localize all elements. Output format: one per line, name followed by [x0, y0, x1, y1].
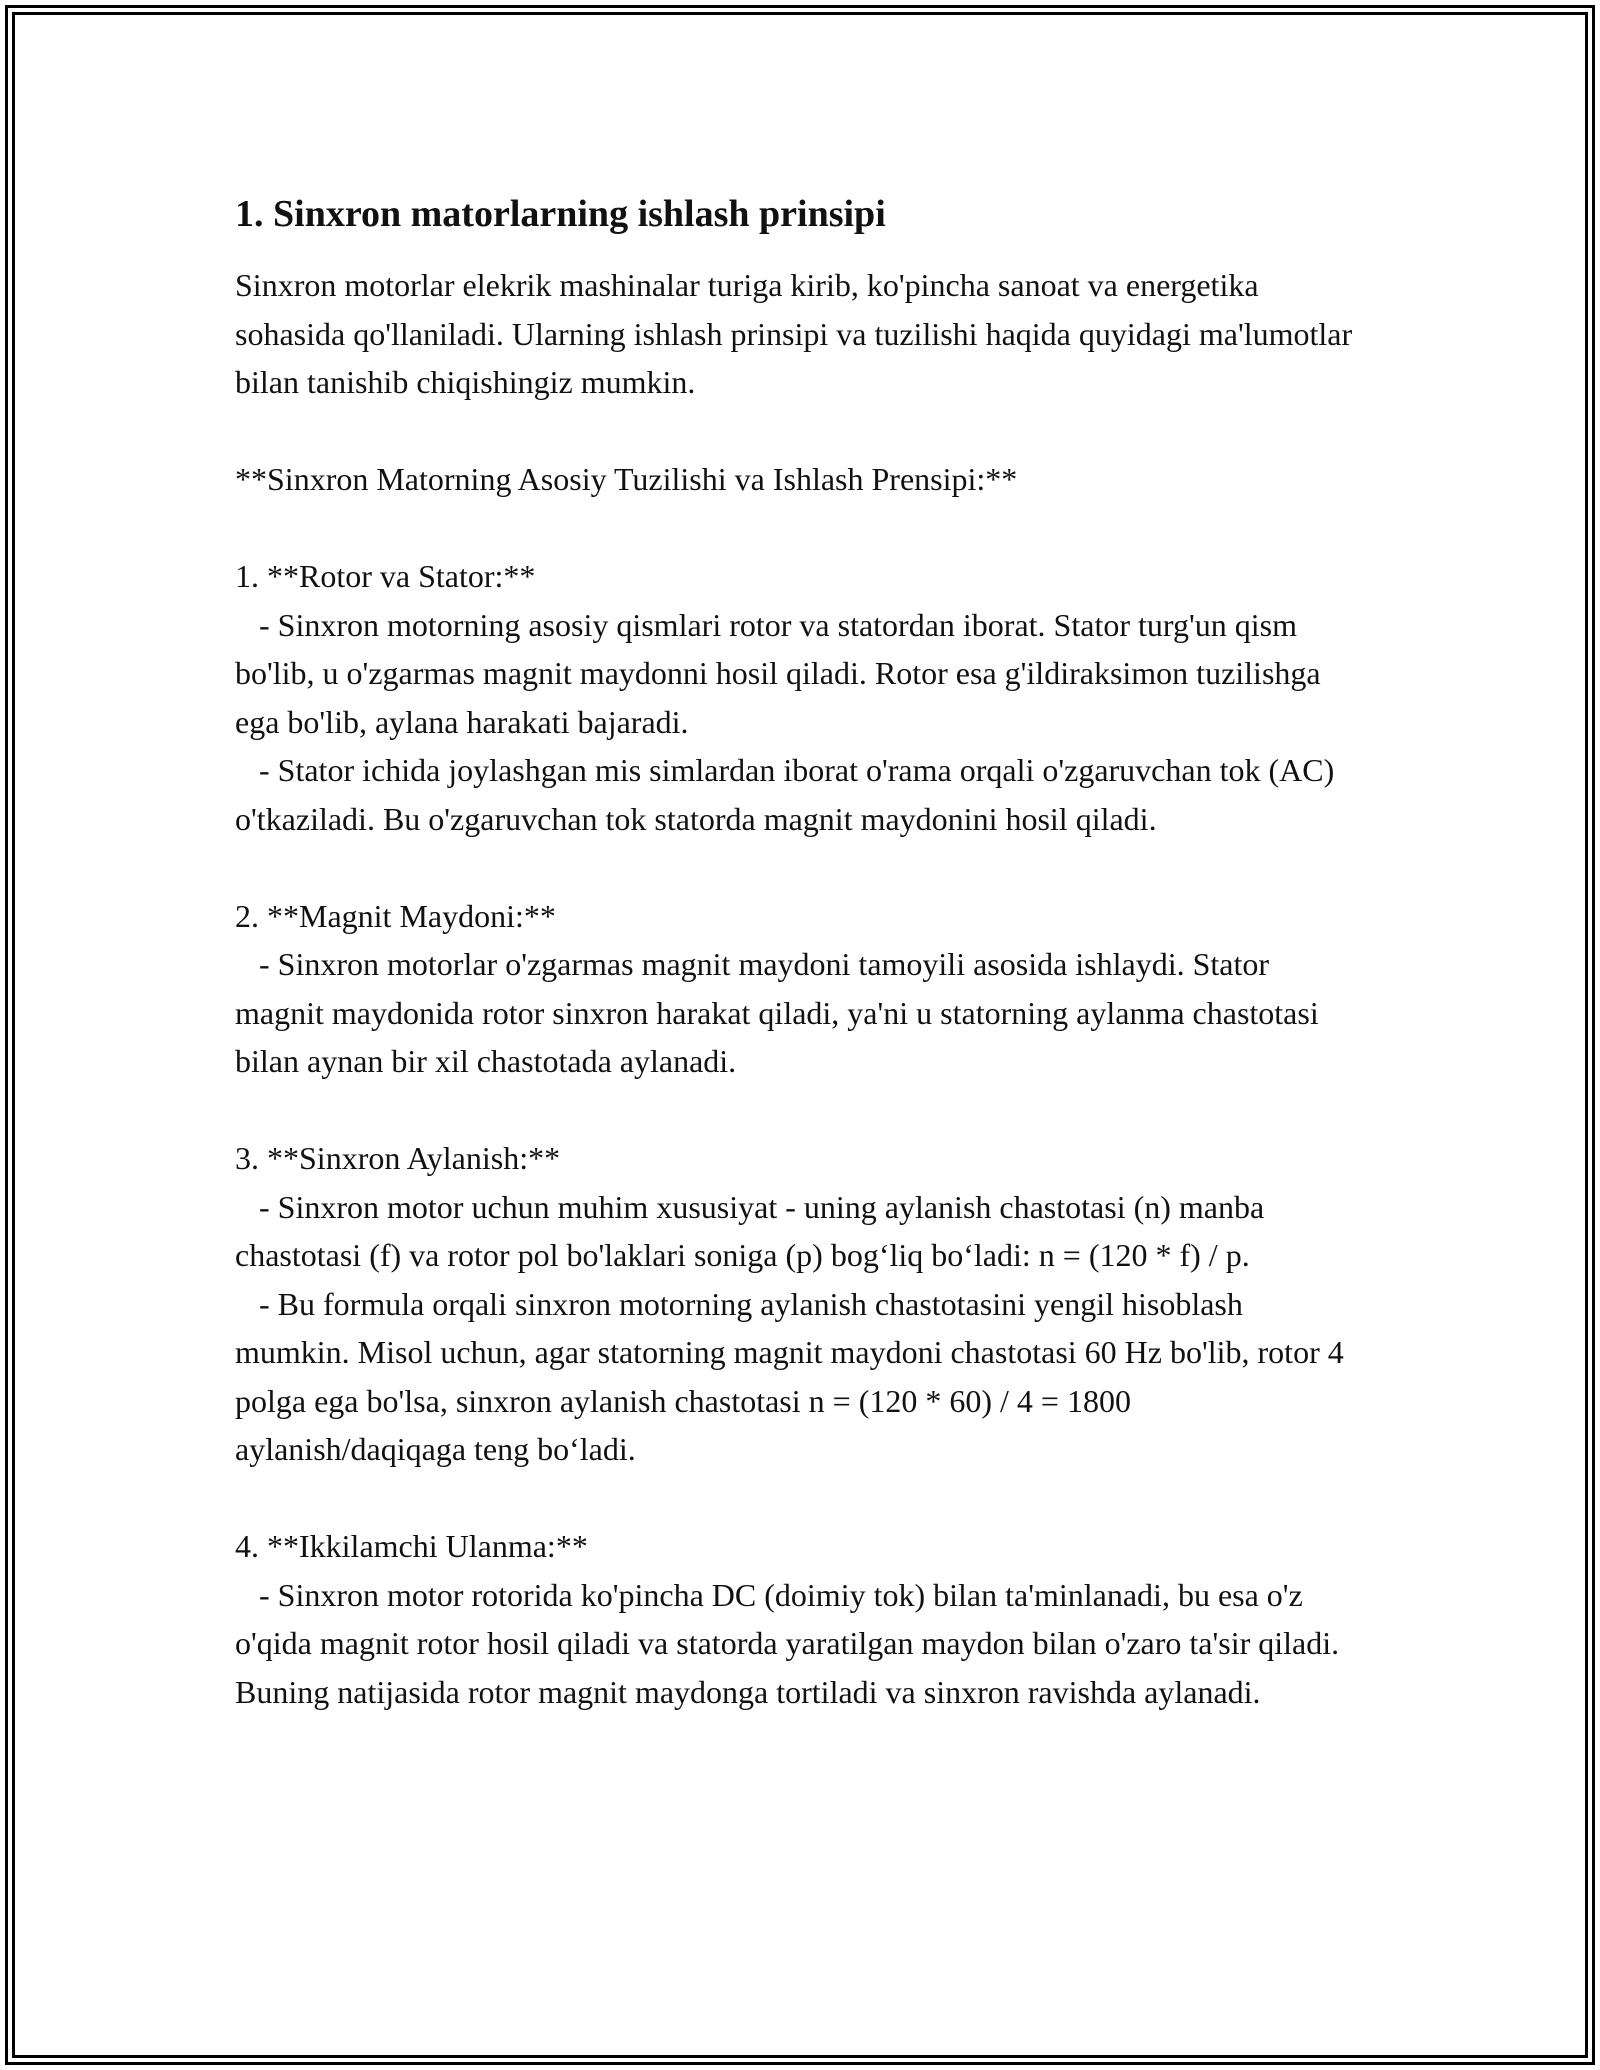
- document-body: Sinxron motorlar elekrik mashinalar turiga kirib, ko'pincha sanoat va energetika sohasida qo'llaniladi. Ularning ishlash prinsipi va tuzilishi haqida quyidagi ma'lumotlar bilan tanishib chiqishingiz mumkin. **Sinxron Matorning Asosiy Tuzilishi va Ishlash Prensipi:** 1. **Rotor va Stator:** - Sinxron motorning asosiy qismlari rotor va statordan iborat. Stator turg'un qism bo'lib, u o'zgarmas magnit maydonni hosil qiladi. Rotor esa g'ildiraksimon tuzilishga ega bo'lib, aylana harakati bajaradi. - Stator ichida joylashgan mis simlardan iborat o'rama orqali o'zgaruvchan tok (AC) o'tkaziladi. Bu o'zgaruvchan tok statorda magnit maydonini hosil qiladi. 2. **Magnit Maydoni:** - Sinxron motorlar o'zgarmas magnit maydoni tamoyili asosida ishlaydi. Stator magnit maydonida rotor sinxron harakat qiladi, ya'ni u statorning aylanma chastotasi bilan aynan bir xil chastotada aylanadi. 3. **Sinxron Aylanish:** - Sinxron motor uchun muhim xususiyat - uning aylanish chastotasi (n) manba chastotasi (f) va rotor pol bo'laklari soniga (p) bog‘liq bo‘ladi: n = (120 * f) / p. - Bu formula orqali sinxron motorning aylanish chastotasini yengil hisoblash mumkin. Misol uchun, agar statorning magnit maydoni chastotasi 60 Hz bo'lib, rotor 4 polga ega bo'lsa, sinxron aylanish chastotasi n = (120 * 60) / 4 = 1800 aylanish/daqiqaga teng bo‘ladi. 4. **Ikkilamchi Ulanma:** - Sinxron motor rotorida ko'pincha DC (doimiy tok) bilan ta'minlanadi, bu esa o'z o'qida magnit rotor hosil qiladi va statorda yaratilgan maydon bilan o'zaro ta'sir qiladi. Buning natijasida rotor magnit maydonga tortiladi va sinxron ravishda aylanadi.: [235, 267, 1353, 1710]
- document-heading: 1. Sinxron matorlarning ishlash prinsipi: [235, 193, 886, 235]
- document-content: [235, 185, 1365, 1716]
